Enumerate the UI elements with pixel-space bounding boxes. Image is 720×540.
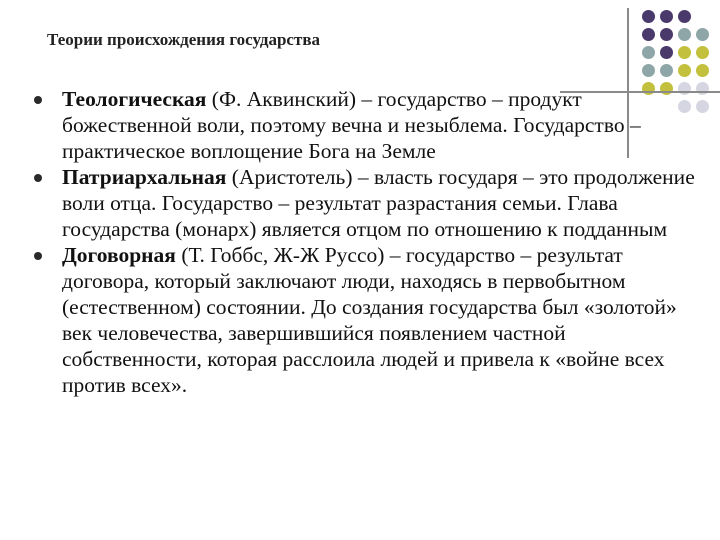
decor-dot — [696, 28, 709, 41]
decor-dot — [642, 28, 655, 41]
decor-dot — [660, 46, 673, 59]
theory-list — [28, 86, 708, 398]
theory-term: Теологическая — [62, 87, 207, 111]
decor-dot — [678, 10, 691, 23]
decor-dot — [678, 28, 691, 41]
theory-term: Патриархальная — [62, 165, 227, 189]
decor-dot — [642, 46, 655, 59]
decor-dot — [660, 10, 673, 23]
theory-description: (Т. Гоббс, Ж-Ж Руссо) – государство – результат договора, который заключают люди, находясь в первобытном (естественном) состоянии. До создания государства был «золотой» век человечества, завершившийся появлением частной собственности, которая расслоила людей и привела к «войне всех против всех». — [62, 243, 677, 397]
bullet-icon — [34, 96, 42, 104]
decor-dot — [678, 46, 691, 59]
decor-dot — [642, 10, 655, 23]
bullet-icon — [34, 174, 42, 182]
decor-dot — [660, 28, 673, 41]
decor-dot — [696, 64, 709, 77]
decor-dot — [642, 64, 655, 77]
theory-description: (Ф. Аквинский) – государство – продукт божественной воли, поэтому вечна и незыблема. Государство – практическое воплощение Бога на Земле — [62, 87, 641, 163]
slide-title: Теории происхождения государства — [47, 30, 321, 49]
decor-dot — [696, 46, 709, 59]
bullet-icon — [34, 252, 42, 260]
decor-dot — [660, 64, 673, 77]
list-item — [28, 242, 708, 398]
theory-term: Договорная — [62, 243, 176, 267]
theory-description: (Аристотель) – власть государя – это продолжение воли отца. Государство – результат разрастания семьи. Глава государства (монарх) является отцом по отношению к подданным — [62, 165, 695, 241]
list-item — [28, 164, 708, 242]
list-item — [28, 86, 708, 164]
decor-dot — [678, 64, 691, 77]
